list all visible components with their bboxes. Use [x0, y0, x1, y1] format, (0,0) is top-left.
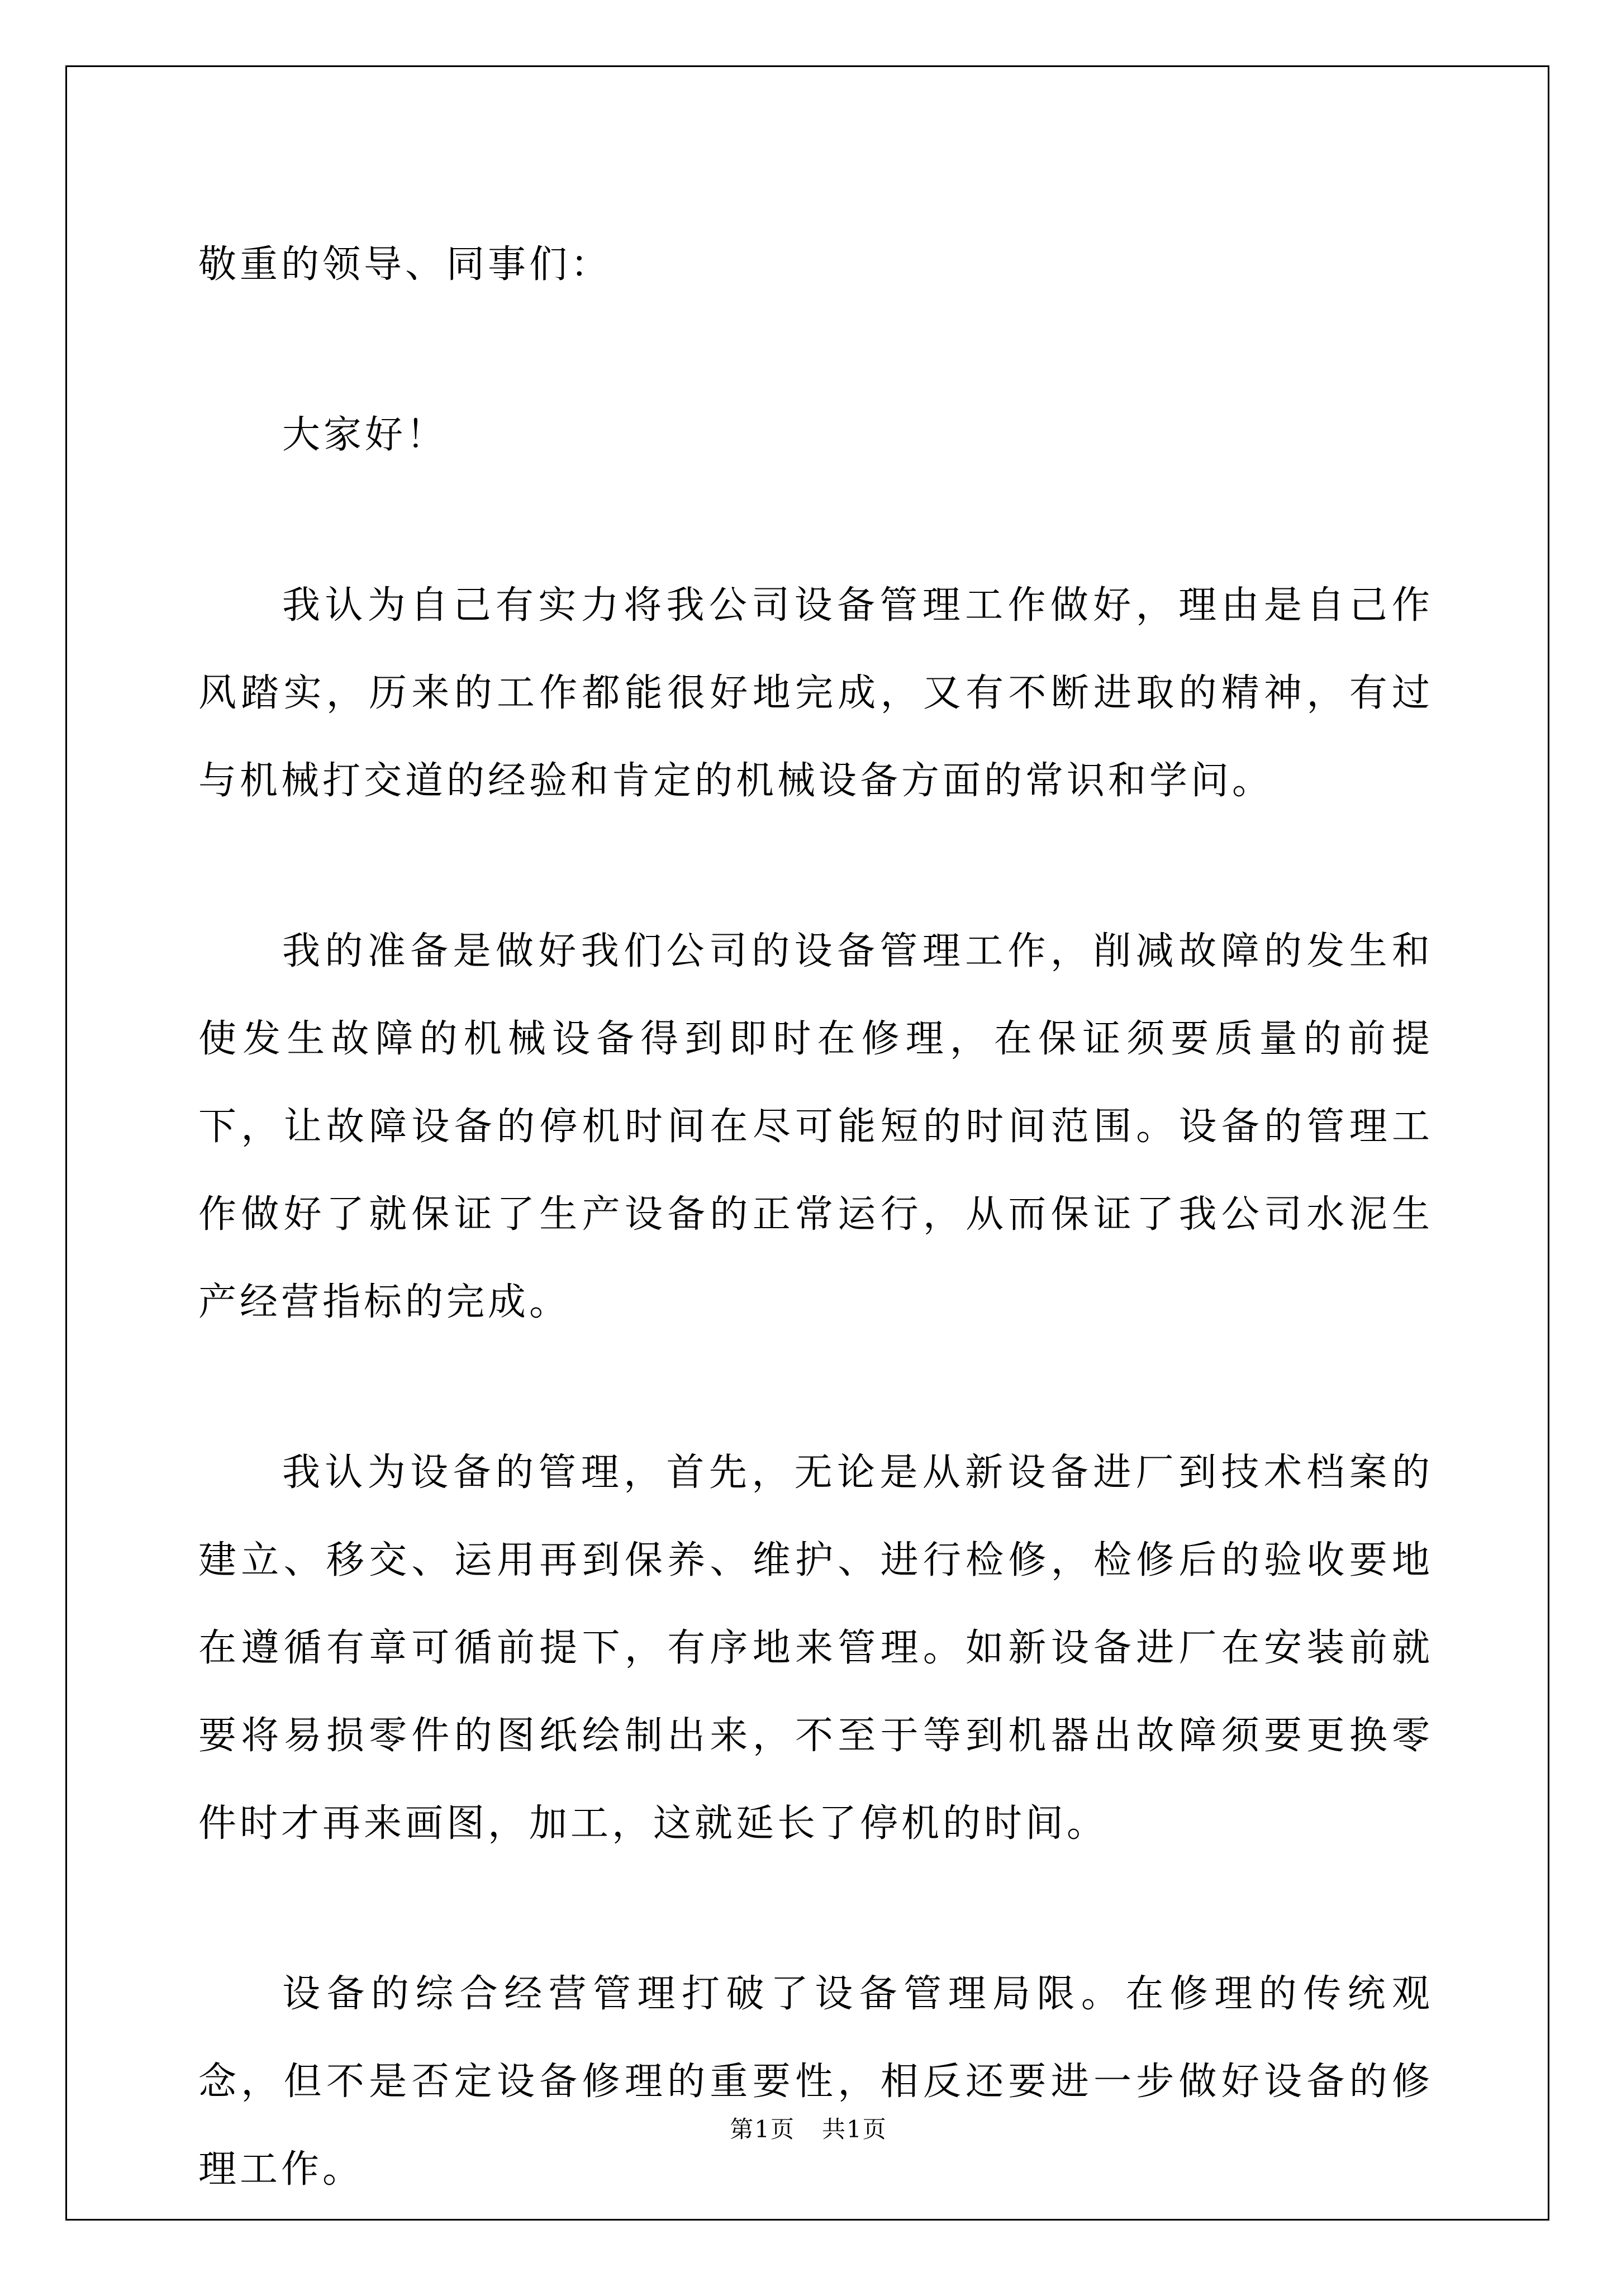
salutation: 敬重的领导、同事们：	[198, 243, 612, 287]
page-total: 共1页	[822, 2116, 887, 2143]
page-footer	[0, 2111, 1617, 2145]
paragraph: 我的准备是做好我们公司的设备管理工作，削减故障的发生和使发生故障的机械设备得到即时在修理，在保证须要质量的前提下，让故障设备的停机时间在尽可能短的时间范围。设备的管理工作做好了就保证了生产设备的正常运行，从而保证了我公司水泥生产经营指标的完成。	[198, 929, 1433, 1324]
page-number: 第1页	[730, 2116, 795, 2143]
greeting: 大家好！	[282, 413, 448, 457]
paragraph: 设备的综合经营管理打破了设备管理局限。在修理的传统观念，但不是否定设备修理的重要性，相反还要进一步做好设备的修理工作。	[198, 1972, 1433, 2192]
paragraph: 我认为设备的管理，首先，无论是从新设备进厂到技术档案的建立、移交、运用再到保养、维护、进行检修，检修后的验收要地在遵循有章可循前提下，有序地来管理。如新设备进厂在安装前就要将易损零件的图纸绘制出来，不至于等到机器出故障须要更换零件时才再来画图，加工，这就延长了停机的时间。	[198, 1451, 1433, 1846]
paragraph: 我认为自己有实力将我公司设备管理工作做好，理由是自己作风踏实，历来的工作都能很好地完成，又有不断进取的精神，有过与机械打交道的经验和肯定的机械设备方面的常识和学问。	[198, 583, 1433, 803]
document-body	[198, 221, 1433, 2296]
